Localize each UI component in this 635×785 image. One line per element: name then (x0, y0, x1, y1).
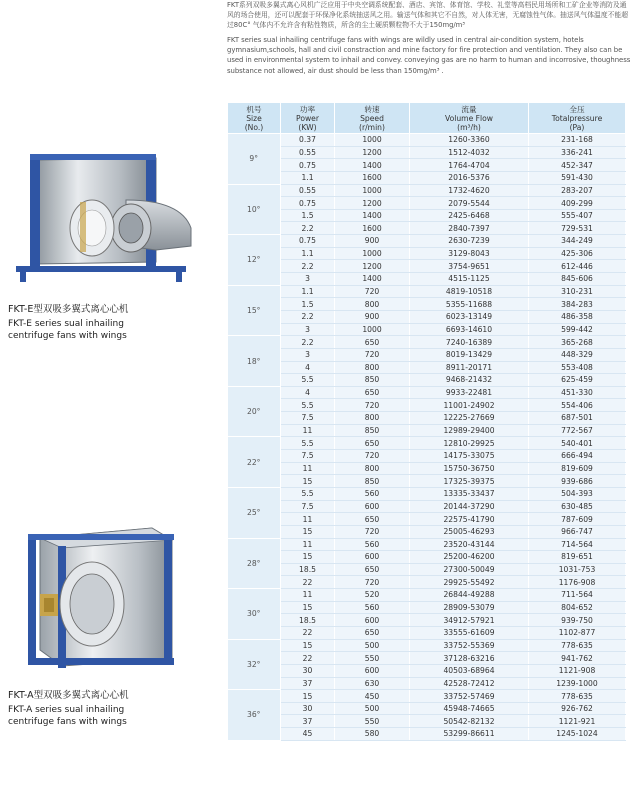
pressure-cell: 231-168 (529, 134, 626, 147)
pressure-cell: 452-347 (529, 159, 626, 172)
power-cell: 11 (281, 513, 335, 526)
pressure-cell: 310-231 (529, 285, 626, 298)
power-cell: 5.5 (281, 487, 335, 500)
flow-cell: 13335-33437 (410, 487, 529, 500)
flow-cell: 45948-74665 (410, 702, 529, 715)
header-size-cn: 机号 (246, 104, 262, 114)
table-row (228, 348, 626, 361)
flow-cell: 11001-24902 (410, 399, 529, 412)
header-flow-cn: 流量 (461, 104, 477, 114)
table-row (228, 235, 626, 248)
header-speed-cn: 转速 (364, 104, 380, 114)
flow-cell: 1512-4032 (410, 146, 529, 159)
pressure-cell: 714-564 (529, 538, 626, 551)
table-row (228, 159, 626, 172)
size-cell: 36° (228, 690, 281, 741)
power-cell: 37 (281, 715, 335, 728)
table-row (228, 500, 626, 513)
header-flow-en: Volume Flow (445, 113, 493, 123)
speed-cell: 500 (335, 702, 410, 715)
flow-cell: 6693-14610 (410, 323, 529, 336)
table-row (228, 361, 626, 374)
power-cell: 0.75 (281, 159, 335, 172)
flow-cell: 34912-57921 (410, 614, 529, 627)
table-row (228, 146, 626, 159)
power-cell: 0.75 (281, 235, 335, 248)
table-row (228, 171, 626, 184)
pressure-cell: 591-430 (529, 171, 626, 184)
table-row (228, 260, 626, 273)
pressure-cell: 941-762 (529, 652, 626, 665)
pressure-cell: 778-635 (529, 639, 626, 652)
flow-cell: 9468-21432 (410, 374, 529, 387)
pressure-cell: 1121-921 (529, 715, 626, 728)
flow-cell: 53299-86611 (410, 728, 529, 741)
header-volume-flow (410, 103, 529, 134)
size-cell: 25° (228, 487, 281, 538)
size-cell: 18° (228, 336, 281, 387)
table-row (228, 374, 626, 387)
speed-cell: 600 (335, 500, 410, 513)
speed-cell: 1400 (335, 159, 410, 172)
table-row (228, 285, 626, 298)
speed-cell: 600 (335, 551, 410, 564)
table-row (228, 273, 626, 286)
pressure-cell: 612-446 (529, 260, 626, 273)
power-cell: 1.1 (281, 285, 335, 298)
power-cell: 1.1 (281, 247, 335, 260)
pressure-cell: 926-762 (529, 702, 626, 715)
table-row (228, 487, 626, 500)
flow-cell: 26844-49288 (410, 589, 529, 602)
pressure-cell: 555-407 (529, 209, 626, 222)
power-cell: 22 (281, 626, 335, 639)
pressure-cell: 1245-1024 (529, 728, 626, 741)
pressure-cell: 1176-908 (529, 576, 626, 589)
pressure-cell: 1102-877 (529, 626, 626, 639)
pressure-cell: 451-330 (529, 386, 626, 399)
pressure-cell: 666-494 (529, 450, 626, 463)
pressure-cell: 283-207 (529, 184, 626, 197)
pressure-cell: 599-442 (529, 323, 626, 336)
size-cell: 9° (228, 134, 281, 185)
table-row (228, 702, 626, 715)
table-row (228, 551, 626, 564)
power-cell: 15 (281, 525, 335, 538)
pressure-cell: 448-329 (529, 348, 626, 361)
header-speed (335, 103, 410, 134)
speed-cell: 1000 (335, 184, 410, 197)
flow-cell: 2016-5376 (410, 171, 529, 184)
power-cell: 4 (281, 386, 335, 399)
table-row (228, 134, 626, 147)
pressure-cell: 787-609 (529, 513, 626, 526)
pressure-cell: 344-249 (529, 235, 626, 248)
power-cell: 3 (281, 348, 335, 361)
speed-cell: 1200 (335, 197, 410, 210)
speed-cell: 1600 (335, 222, 410, 235)
table-row (228, 247, 626, 260)
table-row (228, 437, 626, 450)
table-row (228, 563, 626, 576)
pressure-cell: 553-408 (529, 361, 626, 374)
flow-cell: 22575-41790 (410, 513, 529, 526)
flow-cell: 17325-39375 (410, 475, 529, 488)
power-cell: 3 (281, 323, 335, 336)
pressure-cell: 939-686 (529, 475, 626, 488)
flow-cell: 1260-3360 (410, 134, 529, 147)
fkt-a-caption (8, 690, 129, 728)
pressure-cell: 504-393 (529, 487, 626, 500)
speed-cell: 550 (335, 715, 410, 728)
pressure-cell: 819-651 (529, 551, 626, 564)
speed-cell: 650 (335, 513, 410, 526)
flow-cell: 14175-33075 (410, 450, 529, 463)
flow-cell: 1732-4620 (410, 184, 529, 197)
flow-cell: 15750-36750 (410, 462, 529, 475)
pressure-cell: 819-609 (529, 462, 626, 475)
fkt-e-subtitle-1: FKT-E series sual inhailing (8, 319, 124, 329)
speed-cell: 560 (335, 487, 410, 500)
table-row (228, 184, 626, 197)
table-row (228, 450, 626, 463)
speed-cell: 650 (335, 386, 410, 399)
power-cell: 22 (281, 576, 335, 589)
table-row (228, 728, 626, 741)
flow-cell: 25200-46200 (410, 551, 529, 564)
pressure-cell: 384-283 (529, 298, 626, 311)
speed-cell: 800 (335, 462, 410, 475)
flow-cell: 8019-13429 (410, 348, 529, 361)
speed-cell: 450 (335, 690, 410, 703)
flow-cell: 28909-53079 (410, 601, 529, 614)
flow-cell: 33752-55369 (410, 639, 529, 652)
pressure-cell: 804-652 (529, 601, 626, 614)
size-cell: 28° (228, 538, 281, 589)
pressure-cell: 336-241 (529, 146, 626, 159)
power-cell: 3 (281, 273, 335, 286)
power-cell: 22 (281, 652, 335, 665)
table-row (228, 323, 626, 336)
power-cell: 1.5 (281, 298, 335, 311)
table-row (228, 298, 626, 311)
table-row (228, 336, 626, 349)
header-power (281, 103, 335, 134)
flow-cell: 7240-16389 (410, 336, 529, 349)
fkt-a-fan-image (22, 518, 182, 678)
flow-cell: 42528-72412 (410, 677, 529, 690)
flow-cell: 12225-27669 (410, 412, 529, 425)
header-pressure-unit: (Pa) (569, 122, 585, 132)
speed-cell: 650 (335, 336, 410, 349)
speed-cell: 550 (335, 652, 410, 665)
power-cell: 45 (281, 728, 335, 741)
power-cell: 1.1 (281, 171, 335, 184)
power-cell: 11 (281, 462, 335, 475)
table-row (228, 626, 626, 639)
power-cell: 4 (281, 361, 335, 374)
flow-cell: 12810-29925 (410, 437, 529, 450)
power-cell: 0.75 (281, 197, 335, 210)
speed-cell: 720 (335, 450, 410, 463)
spec-table-body (228, 134, 626, 741)
table-row (228, 715, 626, 728)
header-flow-unit: (m³/h) (457, 122, 481, 132)
power-cell: 7.5 (281, 450, 335, 463)
power-cell: 11 (281, 538, 335, 551)
pressure-cell: 1121-908 (529, 664, 626, 677)
pressure-cell: 778-635 (529, 690, 626, 703)
table-row (228, 677, 626, 690)
flow-cell: 4515-1125 (410, 273, 529, 286)
table-row (228, 690, 626, 703)
power-cell: 5.5 (281, 437, 335, 450)
power-cell: 37 (281, 677, 335, 690)
flow-cell: 9933-22481 (410, 386, 529, 399)
pressure-cell: 939-750 (529, 614, 626, 627)
flow-cell: 33555-61609 (410, 626, 529, 639)
power-cell: 30 (281, 702, 335, 715)
size-cell: 10° (228, 184, 281, 235)
table-row (228, 209, 626, 222)
fkt-a-subtitle-2: centrifuge fans with wings (8, 717, 127, 727)
header-size-en: Size (246, 113, 262, 123)
table-row (228, 462, 626, 475)
table-row (228, 513, 626, 526)
speed-cell: 1400 (335, 209, 410, 222)
pressure-cell: 1239-1000 (529, 677, 626, 690)
flow-cell: 1764-4704 (410, 159, 529, 172)
table-row (228, 538, 626, 551)
flow-cell: 33752-57469 (410, 690, 529, 703)
flow-cell: 27300-50049 (410, 563, 529, 576)
pressure-cell: 540-401 (529, 437, 626, 450)
power-cell: 15 (281, 639, 335, 652)
flow-cell: 50542-82132 (410, 715, 529, 728)
speed-cell: 800 (335, 412, 410, 425)
speed-cell: 900 (335, 310, 410, 323)
speed-cell: 850 (335, 475, 410, 488)
spec-table-header (228, 103, 626, 134)
intro-chinese: FKT系列双吸多翼式离心风机广泛应用于中央空调系统配套、酒店、宾馆、体育馆、学校、礼堂等高档民用场所和工矿企业等消防及通风的场合使用，还可以配套于环保净化系统抽送风之用。输送气体和其它不自然，对人体无害，无腐蚀性气体。抽送风气体温度不能超过80C° 气体内不允许含有粘性物质，所含的尘土硬质颗粒物不大于150mg/m³ (227, 1, 629, 30)
fkt-e-title: FKT-E型双吸多翼式离心心机 (8, 304, 129, 315)
fkt-a-subtitle-1: FKT-A series sual inhailing (8, 705, 125, 715)
pressure-cell: 966-747 (529, 525, 626, 538)
fkt-e-subtitle-2: centrifuge fans with wings (8, 331, 127, 341)
speed-cell: 800 (335, 298, 410, 311)
flow-cell: 5355-11688 (410, 298, 529, 311)
speed-cell: 900 (335, 235, 410, 248)
fkt-a-title: FKT-A型双吸多翼式离心心机 (8, 690, 129, 701)
power-cell: 15 (281, 690, 335, 703)
pressure-cell: 630-485 (529, 500, 626, 513)
power-cell: 0.55 (281, 146, 335, 159)
table-row (228, 614, 626, 627)
table-row (228, 412, 626, 425)
speed-cell: 1600 (335, 171, 410, 184)
speed-cell: 720 (335, 576, 410, 589)
header-power-en: Power (296, 113, 319, 123)
speed-cell: 1000 (335, 247, 410, 260)
flow-cell: 12989-29400 (410, 424, 529, 437)
speed-cell: 560 (335, 601, 410, 614)
speed-cell: 520 (335, 589, 410, 602)
flow-cell: 40503-68964 (410, 664, 529, 677)
flow-cell: 29925-55492 (410, 576, 529, 589)
fkt-e-caption (8, 304, 128, 342)
power-cell: 0.55 (281, 184, 335, 197)
size-cell: 32° (228, 639, 281, 690)
pressure-cell: 729-531 (529, 222, 626, 235)
table-row (228, 652, 626, 665)
pressure-cell: 772-567 (529, 424, 626, 437)
power-cell: 15 (281, 551, 335, 564)
pressure-cell: 845-606 (529, 273, 626, 286)
table-row (228, 576, 626, 589)
table-row (228, 386, 626, 399)
pressure-cell: 711-564 (529, 589, 626, 602)
power-cell: 2.2 (281, 310, 335, 323)
pressure-cell: 687-501 (529, 412, 626, 425)
table-row (228, 310, 626, 323)
table-row (228, 197, 626, 210)
speed-cell: 1000 (335, 134, 410, 147)
speed-cell: 720 (335, 348, 410, 361)
speed-cell: 650 (335, 563, 410, 576)
power-cell: 7.5 (281, 412, 335, 425)
size-cell: 22° (228, 437, 281, 488)
power-cell: 30 (281, 664, 335, 677)
header-size (228, 103, 281, 134)
header-total-pressure (529, 103, 626, 134)
table-row (228, 589, 626, 602)
pressure-cell: 409-299 (529, 197, 626, 210)
flow-cell: 3754-9651 (410, 260, 529, 273)
flow-cell: 37128-63216 (410, 652, 529, 665)
power-cell: 11 (281, 424, 335, 437)
speed-cell: 720 (335, 399, 410, 412)
speed-cell: 580 (335, 728, 410, 741)
speed-cell: 1400 (335, 273, 410, 286)
flow-cell: 6023-13149 (410, 310, 529, 323)
table-row (228, 399, 626, 412)
power-cell: 11 (281, 589, 335, 602)
power-cell: 5.5 (281, 399, 335, 412)
flow-cell: 3129-8043 (410, 247, 529, 260)
fkt-e-fan-image (6, 150, 196, 285)
flow-cell: 20144-37290 (410, 500, 529, 513)
table-row (228, 475, 626, 488)
size-cell: 30° (228, 589, 281, 640)
power-cell: 0.37 (281, 134, 335, 147)
flow-cell: 2840-7397 (410, 222, 529, 235)
power-cell: 15 (281, 475, 335, 488)
flow-cell: 2425-6468 (410, 209, 529, 222)
speed-cell: 650 (335, 437, 410, 450)
speed-cell: 1000 (335, 323, 410, 336)
speed-cell: 850 (335, 424, 410, 437)
size-cell: 20° (228, 386, 281, 437)
table-row (228, 525, 626, 538)
speed-cell: 720 (335, 525, 410, 538)
header-speed-en: Speed (360, 113, 384, 123)
speed-cell: 800 (335, 361, 410, 374)
flow-cell: 2079-5544 (410, 197, 529, 210)
intro-english: FKT series sual inhailing centrifuge fans with wings are wildly used in central air-condition system, hotels gymnasium,schools, hall and civil constraction and mine factory for fire protection and ventilation. They also can be used in environmental system to inhail and convey. conveying gas are no harm to human and incorrosive, thoughness substance not allowed, air dust should be less than 150mg/m³ . (227, 35, 631, 75)
pressure-cell: 554-406 (529, 399, 626, 412)
power-cell: 2.2 (281, 336, 335, 349)
table-row (228, 424, 626, 437)
speed-cell: 650 (335, 626, 410, 639)
header-speed-unit: (r/min) (359, 122, 385, 132)
flow-cell: 25005-46293 (410, 525, 529, 538)
flow-cell: 8911-20171 (410, 361, 529, 374)
table-row (228, 601, 626, 614)
speed-cell: 850 (335, 374, 410, 387)
flow-cell: 4819-10518 (410, 285, 529, 298)
header-power-cn: 功率 (299, 104, 316, 114)
power-cell: 2.2 (281, 222, 335, 235)
flow-cell: 23520-43144 (410, 538, 529, 551)
size-cell: 15° (228, 285, 281, 336)
table-row (228, 664, 626, 677)
pressure-cell: 625-459 (529, 374, 626, 387)
header-size-unit: (No.) (244, 122, 264, 132)
pressure-cell: 425-306 (529, 247, 626, 260)
spec-table (227, 102, 626, 741)
header-pressure-cn: 全压 (569, 104, 585, 114)
speed-cell: 720 (335, 285, 410, 298)
pressure-cell: 486-358 (529, 310, 626, 323)
header-power-unit: (KW) (298, 122, 317, 132)
table-row (228, 222, 626, 235)
power-cell: 18.5 (281, 563, 335, 576)
size-cell: 12° (228, 235, 281, 286)
pressure-cell: 1031-753 (529, 563, 626, 576)
intro-text (227, 0, 631, 80)
pressure-cell: 365-268 (529, 336, 626, 349)
header-pressure-en: Totalpressure (551, 113, 603, 123)
power-cell: 7.5 (281, 500, 335, 513)
power-cell: 1.5 (281, 209, 335, 222)
flow-cell: 2630-7239 (410, 235, 529, 248)
speed-cell: 600 (335, 614, 410, 627)
speed-cell: 600 (335, 664, 410, 677)
power-cell: 2.2 (281, 260, 335, 273)
power-cell: 18.5 (281, 614, 335, 627)
power-cell: 5.5 (281, 374, 335, 387)
speed-cell: 1200 (335, 260, 410, 273)
table-row (228, 639, 626, 652)
speed-cell: 630 (335, 677, 410, 690)
speed-cell: 1200 (335, 146, 410, 159)
speed-cell: 500 (335, 639, 410, 652)
power-cell: 15 (281, 601, 335, 614)
speed-cell: 560 (335, 538, 410, 551)
